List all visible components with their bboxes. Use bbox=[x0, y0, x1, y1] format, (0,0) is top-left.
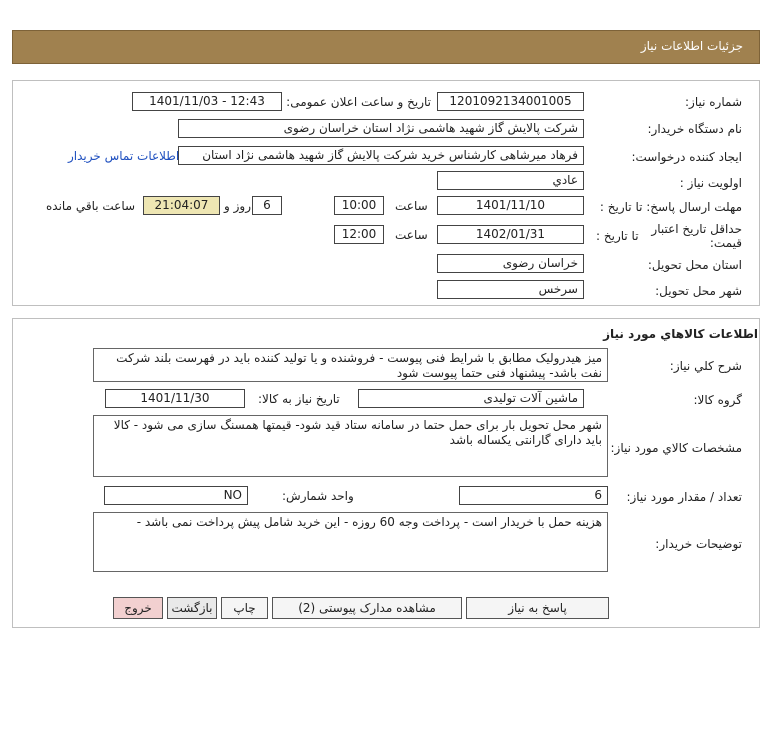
goods-section-title: اطلاعات کالاهاي مورد نياز bbox=[603, 327, 758, 341]
quantity-label: تعداد / مقدار مورد نیاز: bbox=[626, 490, 742, 504]
need-date-label: تاریخ نیاز به کالا: bbox=[258, 392, 340, 406]
exit-button[interactable]: خروج bbox=[113, 597, 163, 619]
attachments-button[interactable]: مشاهده مدارک پیوستی (2) bbox=[272, 597, 462, 619]
province-label: استان محل تحویل: bbox=[647, 258, 742, 272]
days-field: 6 bbox=[252, 196, 282, 215]
announce-field: 1401/11/03 - 12:43 bbox=[132, 92, 282, 111]
validity-time-field: 12:00 bbox=[334, 225, 384, 244]
validity-time-label: ساعت bbox=[395, 228, 428, 242]
back-button[interactable]: بازگشت bbox=[167, 597, 217, 619]
buyer-org-field: شرکت پالایش گاز شهید هاشمی نژاد استان خراسان رضوی bbox=[178, 119, 584, 138]
deadline-label: مهلت ارسال پاسخ: تا تاریخ : bbox=[599, 200, 742, 214]
remaining-label: ساعت باقي مانده bbox=[46, 199, 136, 213]
priority-label: اولویت نیاز : bbox=[679, 176, 742, 190]
deadline-time-label: ساعت bbox=[395, 199, 428, 213]
remaining-time-field: 21:04:07 bbox=[143, 196, 220, 215]
city-field: سرخس bbox=[437, 280, 584, 299]
validity-label: حداقل تاریخ اعتبار قیمت: bbox=[651, 222, 742, 250]
page-title: جزئیات اطلاعات نیاز bbox=[640, 39, 743, 53]
requester-field: فرهاد میرشاهی کارشناس خرید شرکت پالایش گاز شهید هاشمی نژاد استان bbox=[178, 146, 584, 165]
buyer-notes-field: هزینه حمل با خریدار است - پرداخت وجه 60 روزه - این خرید شامل پیش پرداخت نمی باشد - bbox=[93, 512, 608, 572]
print-button[interactable]: چاپ bbox=[221, 597, 268, 619]
city-label: شهر محل تحویل: bbox=[655, 284, 742, 298]
contact-buyer-link[interactable]: اطلاعات تماس خریدار bbox=[68, 149, 180, 163]
specs-label: مشخصات کالاي مورد نياز: bbox=[610, 441, 742, 455]
goods-group-label: گروه کالا: bbox=[693, 393, 742, 407]
unit-field: NO bbox=[104, 486, 248, 505]
priority-field: عادي bbox=[437, 171, 584, 190]
need-number-label: شماره نیاز: bbox=[685, 95, 742, 109]
need-date-field: 1401/11/30 bbox=[105, 389, 245, 408]
goods-group-field: ماشین آلات تولیدی bbox=[358, 389, 584, 408]
reply-button[interactable]: پاسخ به نیاز bbox=[466, 597, 609, 619]
announce-label: تاریخ و ساعت اعلان عمومی: bbox=[286, 95, 431, 109]
deadline-time-field: 10:00 bbox=[334, 196, 384, 215]
page-header bbox=[12, 30, 760, 64]
buyer-org-label: نام دستگاه خریدار: bbox=[647, 122, 742, 136]
need-info-panel bbox=[12, 80, 760, 306]
unit-label: واحد شمارش: bbox=[282, 489, 354, 503]
specs-field: شهر محل تحویل بار برای حمل حتما در سامانه ستاد قید شود- قیمتها همسنگ سازی می شود - کالا باید دارای گارانتی یکساله باشد bbox=[93, 415, 608, 477]
description-field: میز هیدرولیک مطابق با شرایط فنی پیوست - فروشنده و یا تولید کننده باید در فهرست بلند شرکت نفت باشد- پیشنهاد فنی حتما پیوست شود bbox=[93, 348, 608, 382]
quantity-field: 6 bbox=[459, 486, 608, 505]
requester-label: ایجاد کننده درخواست: bbox=[631, 150, 742, 164]
need-number-field: 1201092134001005 bbox=[437, 92, 584, 111]
description-label: شرح کلي نياز: bbox=[669, 359, 742, 373]
validity-to-label: تا تاریخ : bbox=[596, 229, 639, 243]
validity-date-field: 1402/01/31 bbox=[437, 225, 584, 244]
days-label: روز و bbox=[224, 199, 251, 213]
province-field: خراسان رضوی bbox=[437, 254, 584, 273]
deadline-date-field: 1401/11/10 bbox=[437, 196, 584, 215]
buyer-notes-label: توضیحات خریدار: bbox=[655, 537, 742, 551]
